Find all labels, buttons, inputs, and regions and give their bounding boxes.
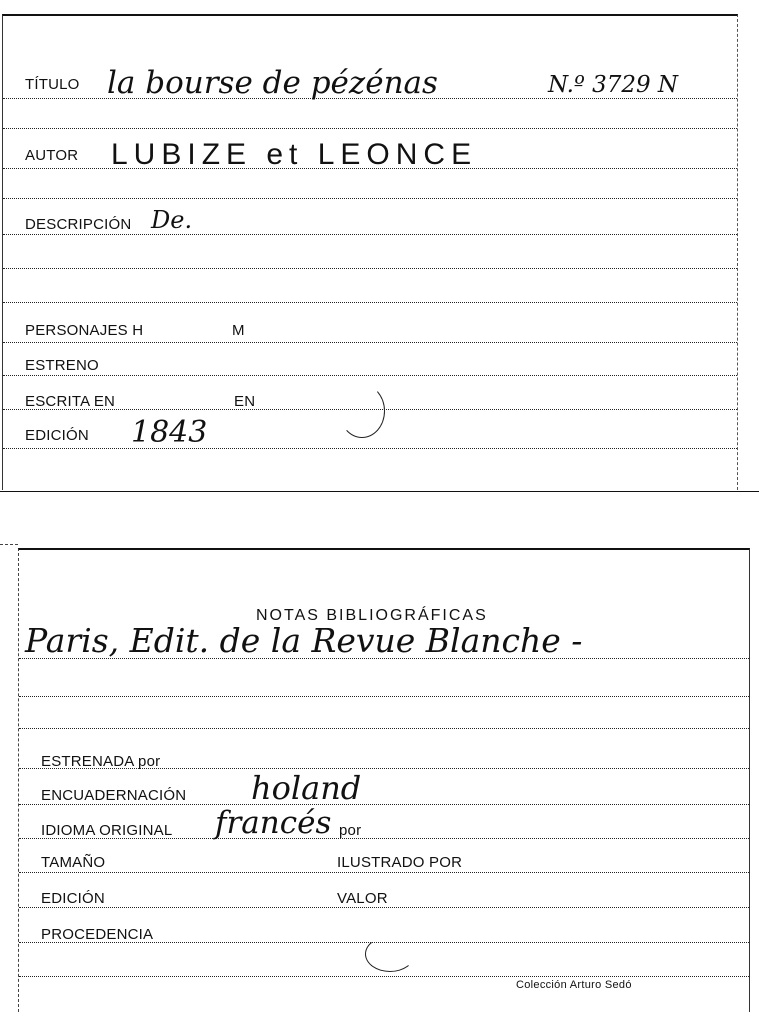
procedencia-label: PROCEDENCIA [41, 926, 154, 943]
ilustrado-label: ILUSTRADO POR [337, 854, 463, 871]
catalog-number: N.º 3729 N [548, 72, 679, 98]
catalog-card-top [2, 14, 738, 490]
descripcion-value: De. [151, 206, 193, 234]
card-rule [19, 872, 749, 873]
edicion-label: EDICIÓN [41, 890, 105, 907]
encuadernacion-value: holand [251, 769, 362, 807]
edicion-value: 1843 [131, 415, 208, 450]
idioma-value: francés [215, 805, 332, 841]
notas-value: Paris, Edit. de la Revue Blanche - [25, 621, 583, 660]
ink-smudge [365, 936, 415, 972]
notas-heading: NOTAS BIBLIOGRÁFICAS [256, 607, 488, 624]
card-rule [3, 342, 737, 343]
valor-label: VALOR [337, 890, 388, 907]
ink-smudge [339, 384, 385, 438]
escrita-en-label: EN [234, 393, 256, 410]
collection-stamp: Colección Arturo Sedó [516, 979, 632, 991]
estrenada-label: ESTRENADA por [41, 753, 161, 770]
card-rule [19, 728, 749, 729]
edicion-label: EDICIÓN [25, 427, 89, 444]
card-rule [3, 234, 737, 235]
card-rule [19, 804, 749, 805]
idioma-por-label: por [339, 822, 362, 839]
tamano-label: TAMAÑO [41, 854, 106, 871]
card-rule [3, 448, 737, 449]
estreno-label: ESTRENO [25, 357, 99, 374]
escrita-label: ESCRITA EN [25, 393, 116, 410]
idioma-label: IDIOMA ORIGINAL [41, 822, 173, 839]
titulo-label: TÍTULO [25, 76, 80, 93]
descripcion-label: DESCRIPCIÓN [25, 216, 132, 233]
card-rule [19, 907, 749, 908]
personajes-m-label: M [232, 322, 245, 339]
card-rule [3, 198, 737, 199]
autor-label: AUTOR [25, 147, 79, 164]
card-rule [19, 976, 749, 977]
catalog-card-bottom [18, 548, 750, 1012]
personajes-label: PERSONAJES H [25, 322, 144, 339]
titulo-value: la bourse de pézénas [107, 65, 438, 101]
card-rule [3, 375, 737, 376]
card-rule [19, 658, 749, 659]
card-rule [3, 128, 737, 129]
card-rule [3, 302, 737, 303]
autor-value: LUBIZE et LEONCE [111, 138, 478, 171]
card-rule [19, 696, 749, 697]
card-separator [0, 491, 759, 492]
card-rule [3, 268, 737, 269]
encuadernacion-label: ENCUADERNACIÓN [41, 787, 187, 804]
card-corner-mark [0, 544, 18, 545]
